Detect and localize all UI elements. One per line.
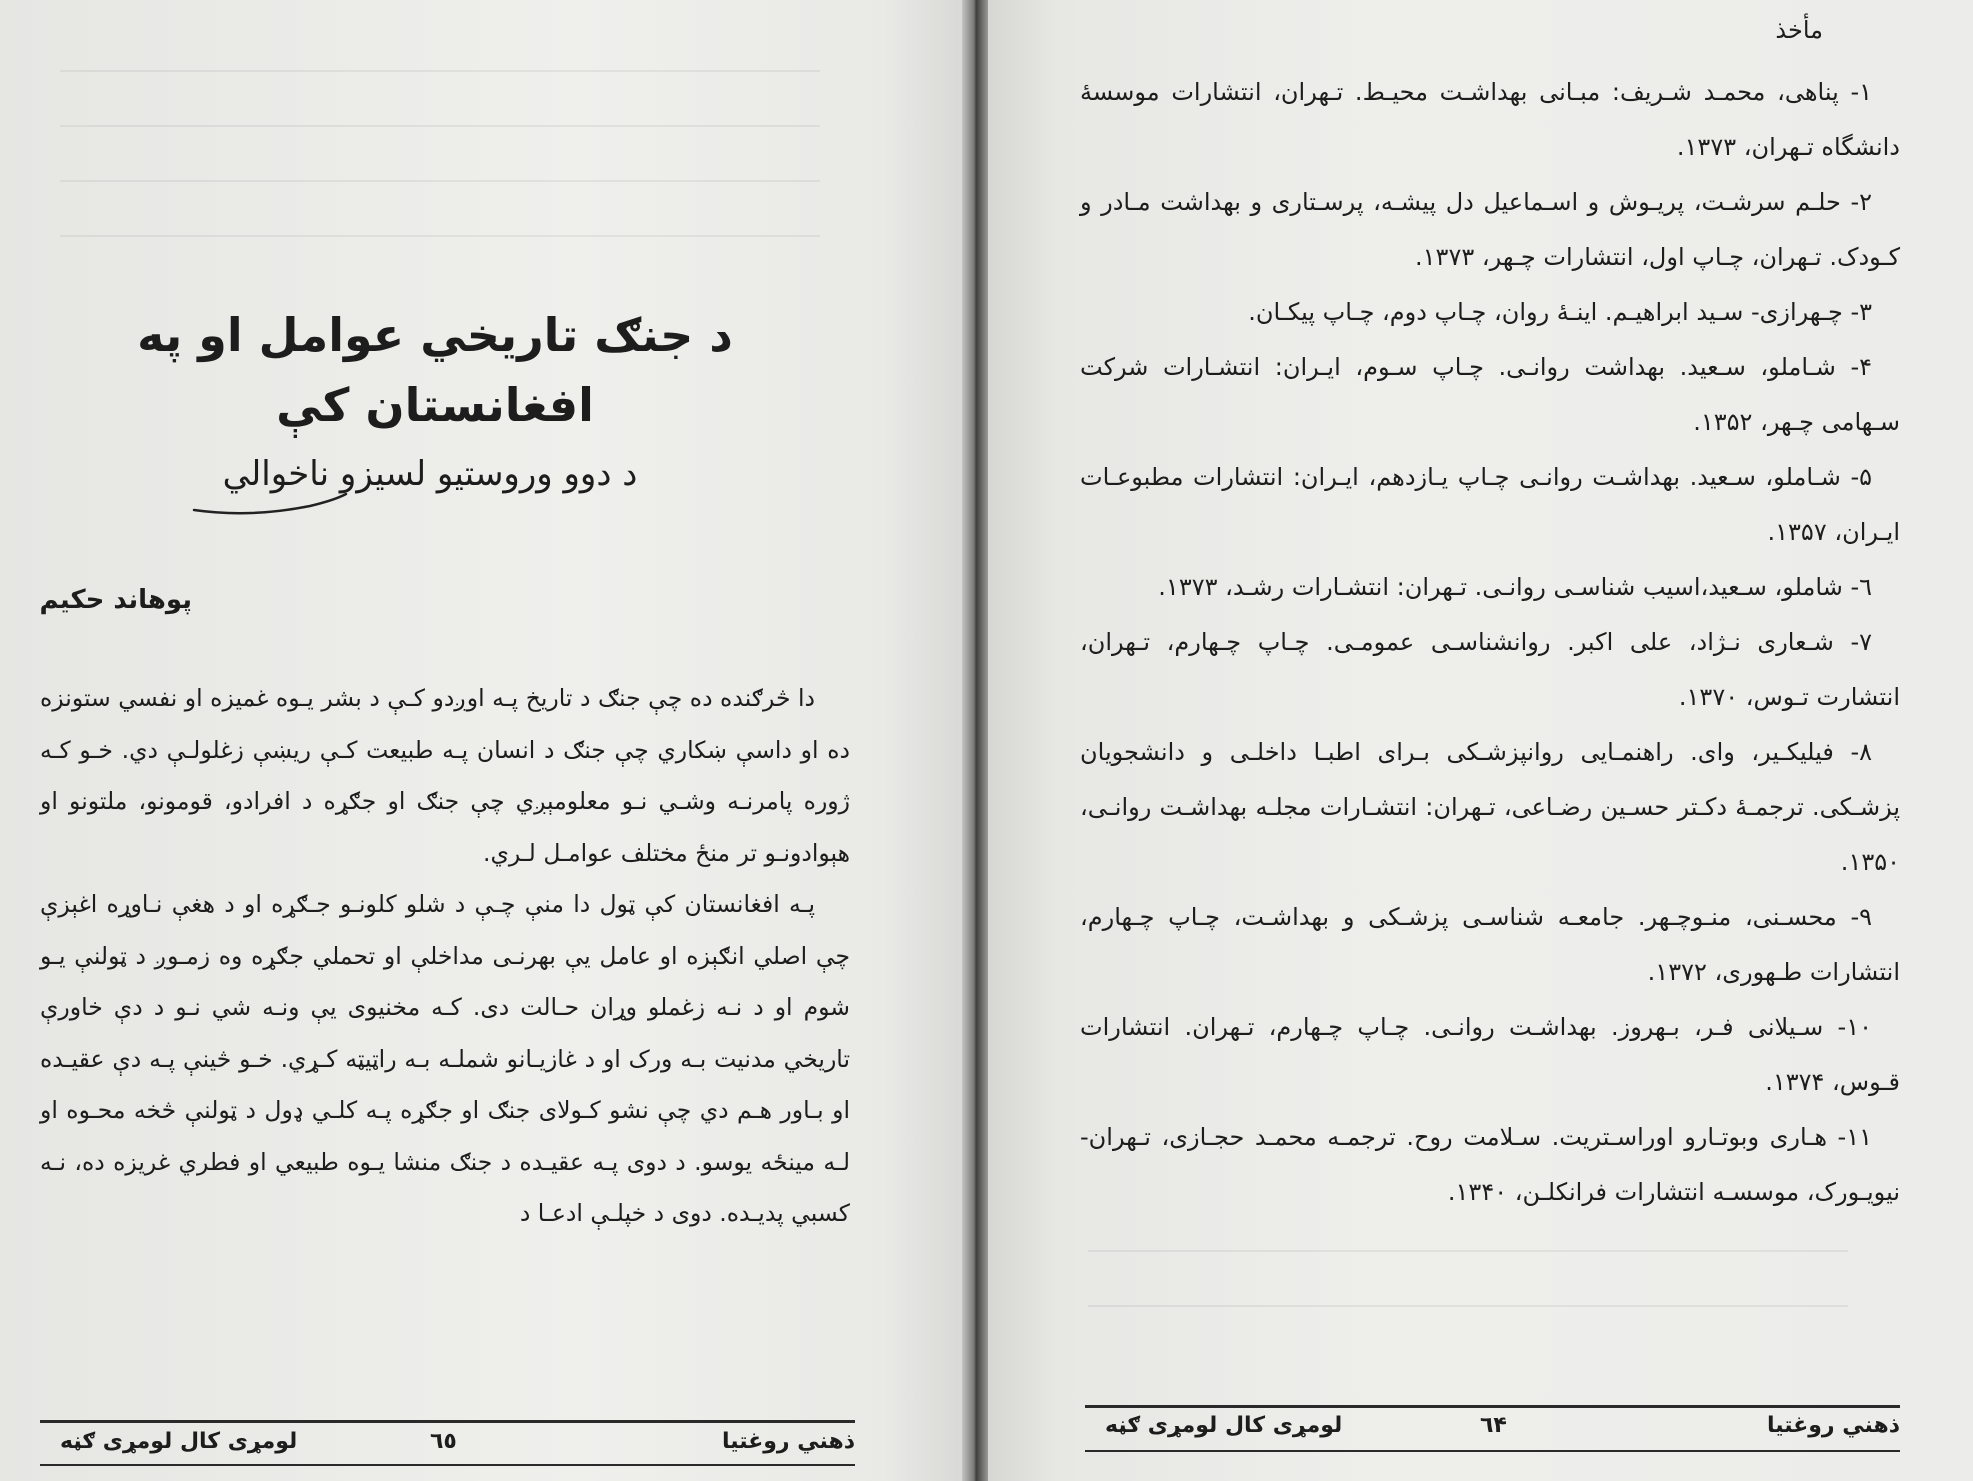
footer-rule-top <box>40 1420 855 1423</box>
bleed-through-line <box>60 180 820 182</box>
bleed-through-line <box>60 70 820 72</box>
reference-item: ۹- محسـنی، منـوچـهر. جامعـه شناسـی پزشـکی و بهداشـت، چـاپ چـهارم، انتشارات طـهوری، ۱۳۷۲. <box>1080 903 1900 986</box>
reference-item: ۲- حلـم سرشـت، پريـوش و اسـماعيل دل پيشـه، پرسـتاری و بهداشت مـادر و کـودک. تـهران، چـاپ اول، انتشارات چـهر، ۱۳۷۳. <box>1080 188 1900 271</box>
reference-item: ۱- پناهی، محمـد شـريف: مبـانی بهداشـت محيـط. تـهران، انتشارات موسسهٔ دانشگاه تـهران، ۱۳۷۳. <box>1080 78 1900 161</box>
reference-item: ۴- شـاملو، سـعيد. بهداشت روانـی. چـاپ سـوم، ايـران: انتشـارات شرکت سـهامی چـهر، ۱۳۵۲. <box>1080 353 1900 436</box>
references-heading: مأخذ <box>1775 16 1823 44</box>
body-paragraph: پـه افغانستان کې ټول دا منې چـې د شلو کلونـو جـګړه او د هغې نـاوړه اغېزې چې اصلي انګېزه او عامل يې بهرنـی مداخلې او تحملي جګړه وه زمـوږ د ټولنې يـو شوم او د نـه زغملو وړان حـالت دی. کـه مخنيوی يې ونـه شي نـو د دې خاورې تاريخي مدنيت بـه ورک او د غازيـانو شملـه بـه راټيټه کـړي. خـو څينې پـه دې عقيـده او بـاور هـم دي چې نشو کـولای جنګ او جګړه پـه کلـي ډول د ټولنې څخه محـوه او لـه مينځه يوسو. د دوی پـه عقيـده د جنګ منشا يـوه طبيعي او فطري غريزه ده، نـه کسبي پديـده. دوی د خپلـې ادعـا د <box>40 890 850 1227</box>
article-title: د جنګ تاريخي عوامل او په افغانستان کې <box>137 308 733 432</box>
bleed-through-line <box>60 235 820 237</box>
reference-item: ۱۰- سـيلانی فـر، بـهروز. بهداشـت روانـی. چـاپ چـهارم، تـهران. انتشارات قـوس، ۱۳۷۴. <box>1080 1013 1900 1096</box>
references-list <box>1080 65 1900 1220</box>
bleed-through-line <box>60 125 820 127</box>
footer-page-number: ٦٥ <box>430 1429 457 1454</box>
reference-item: ۷- شـعاری نـژاد، علی اکبر. روانشناسـی عمومـی. چـاپ چـهارم، تـهران، انتشارت تـوس، ۱۳۷۰. <box>1080 628 1900 711</box>
footer-page-number: ٦۴ <box>1480 1413 1507 1438</box>
article-author: پوهاند حکيم <box>39 585 192 615</box>
article-subtitle: د دوو وروستيو لسيزو ناخوالي <box>222 454 638 494</box>
article-body <box>40 673 850 1240</box>
left-page <box>0 0 962 1481</box>
footer-issue: لومړی کال لومړی ګڼه <box>60 1429 298 1454</box>
subtitle-flourish <box>190 492 350 516</box>
footer-journal-name: ذهني روغتيا <box>721 1429 855 1454</box>
reference-item: ۸- فيليکـير، وای. راهنمـايی روانپزشـکی بـرای اطبـا داخلـی و دانشجويان پزشـکی. ترجمـهٔ دکـتر حسـين رضـاعی، تـهران: انتشـارات مجلـه بهداشـت روانـی، ۱۳۵۰. <box>1080 738 1900 876</box>
footer-journal-name: ذهني روغتيا <box>1766 1413 1900 1438</box>
reference-item: ۳- چـهرازی- سـيد ابراهيـم. اينـهٔ روان، چـاپ دوم، چـاپ پيکـان. <box>1248 298 1872 326</box>
footer-issue: لومړی کال لومړی ګڼه <box>1105 1413 1343 1438</box>
footer-rule-bottom <box>40 1464 855 1466</box>
bleed-through-line <box>1088 1250 1848 1252</box>
footer-rule-bottom <box>1085 1450 1900 1452</box>
reference-item: ٦- شاملو، سـعيد،اسيب شناسـی روانـی. تـهران: انتشـارات رشـد، ۱۳۷۳. <box>1158 573 1872 601</box>
reference-item: ۱۱- هـاری وبوتـارو اوراسـتريت. سـلامت روح. ترجمـه محمـد حجـازی، تـهران- نيويـورک، موسسـه انتشارات فرانکلـن، ۱۳۴۰. <box>1080 1123 1900 1206</box>
bleed-through-line <box>1088 1305 1848 1307</box>
book-gutter <box>962 0 988 1481</box>
reference-item: ۵- شـاملو، سـعيد. بهداشـت روانـی چـاپ يـازدهم، ايـران: انتشارات مطبوعـات ايـران، ۱۳۵۷. <box>1080 463 1900 546</box>
footer-rule-top <box>1085 1405 1900 1408</box>
body-paragraph: دا څرګنده ده چې جنګ د تاريخ پـه اوږدو کـې د بشر يـوه غميزه او نفسي ستونزه ده او داسې ښکاري چې جنګ د انسان پـه طبيعت کـې ريښې زغلولـې دي. خـو کـه ژوره پامرنـه وشـي نـو معلومېږي چې جنګ او جګړه د افرادو، قومونو، ملتونو او هېوادونـو تر منځ مختلف عوامـل لـري. <box>40 684 850 867</box>
